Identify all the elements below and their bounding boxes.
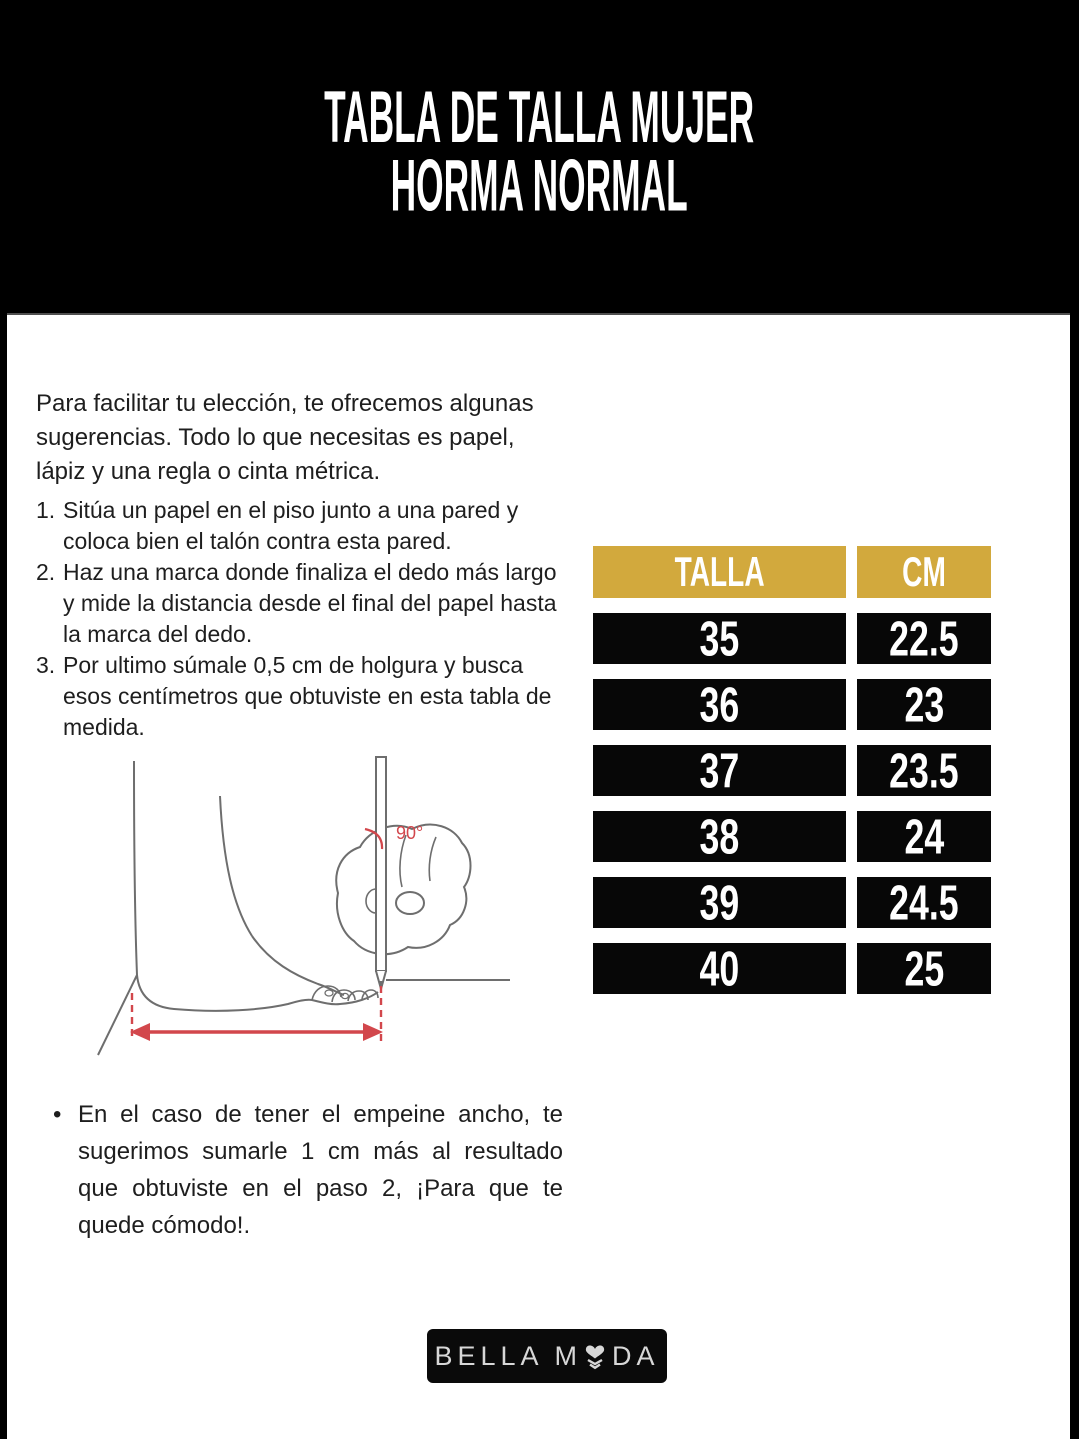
page-title-line1: TABLA DE TALLA MUJER	[324, 76, 755, 159]
content-panel	[7, 313, 1070, 1439]
page-title-line2: HORMA NORMAL	[390, 145, 689, 227]
bella-moda-logo	[427, 1329, 667, 1383]
logo-text-after: DA	[612, 1340, 660, 1371]
table-row-cm: 24	[857, 811, 991, 862]
table-row-cm: 25	[857, 943, 991, 994]
step-item-2: Haz una marca donde finaliza el dedo más largo y mide la distancia desde el final del papel hasta la marca del dedo.	[63, 559, 557, 647]
table-row-cm: 23.5	[857, 745, 991, 796]
angle-label: 90°	[396, 823, 424, 843]
foot-diagram-drawing	[80, 743, 540, 1063]
wide-instep-note: • En el caso de tener el empeine ancho, te sugerimos sumarle 1 cm más al resultado que obtuviste en el paso 2, ¡Para que te quede cómodo!.	[51, 1096, 563, 1244]
step-item-1: Sitúa un papel en el piso junto a una pared y coloca bien el talón contra esta pared.	[63, 497, 519, 554]
table-row-cm: 23	[857, 679, 991, 730]
table-row-talla: 36	[593, 679, 846, 730]
table-row-cm: 22.5	[857, 613, 991, 664]
size-table-header-talla: TALLA	[593, 546, 846, 598]
table-row-talla: 35	[593, 613, 846, 664]
intro-paragraph: Para facilitar tu elección, te ofrecemos algunas sugerencias. Todo lo que necesitas es papel, lápiz y una regla o cinta métrica.	[36, 390, 534, 485]
table-row-talla: 38	[593, 811, 846, 862]
table-row-talla: 40	[593, 943, 846, 994]
size-table	[593, 546, 991, 994]
heart-icon	[583, 1343, 607, 1370]
size-table-header-cm: CM	[857, 546, 991, 598]
measurement-steps-list	[36, 495, 566, 743]
page-title	[0, 76, 1079, 227]
step-item-3: Por ultimo súmale 0,5 cm de holgura y busca esos centímetros que obtuviste en esta tabla de medida.	[63, 652, 552, 740]
table-row-talla: 37	[593, 745, 846, 796]
header-banner	[0, 0, 1079, 313]
foot-measurement-illustration	[80, 743, 540, 1063]
wide-instep-note-list	[51, 1096, 563, 1244]
logo-text-before: BELLA M	[434, 1340, 583, 1371]
table-row-talla: 39	[593, 877, 846, 928]
table-row-cm: 24.5	[857, 877, 991, 928]
